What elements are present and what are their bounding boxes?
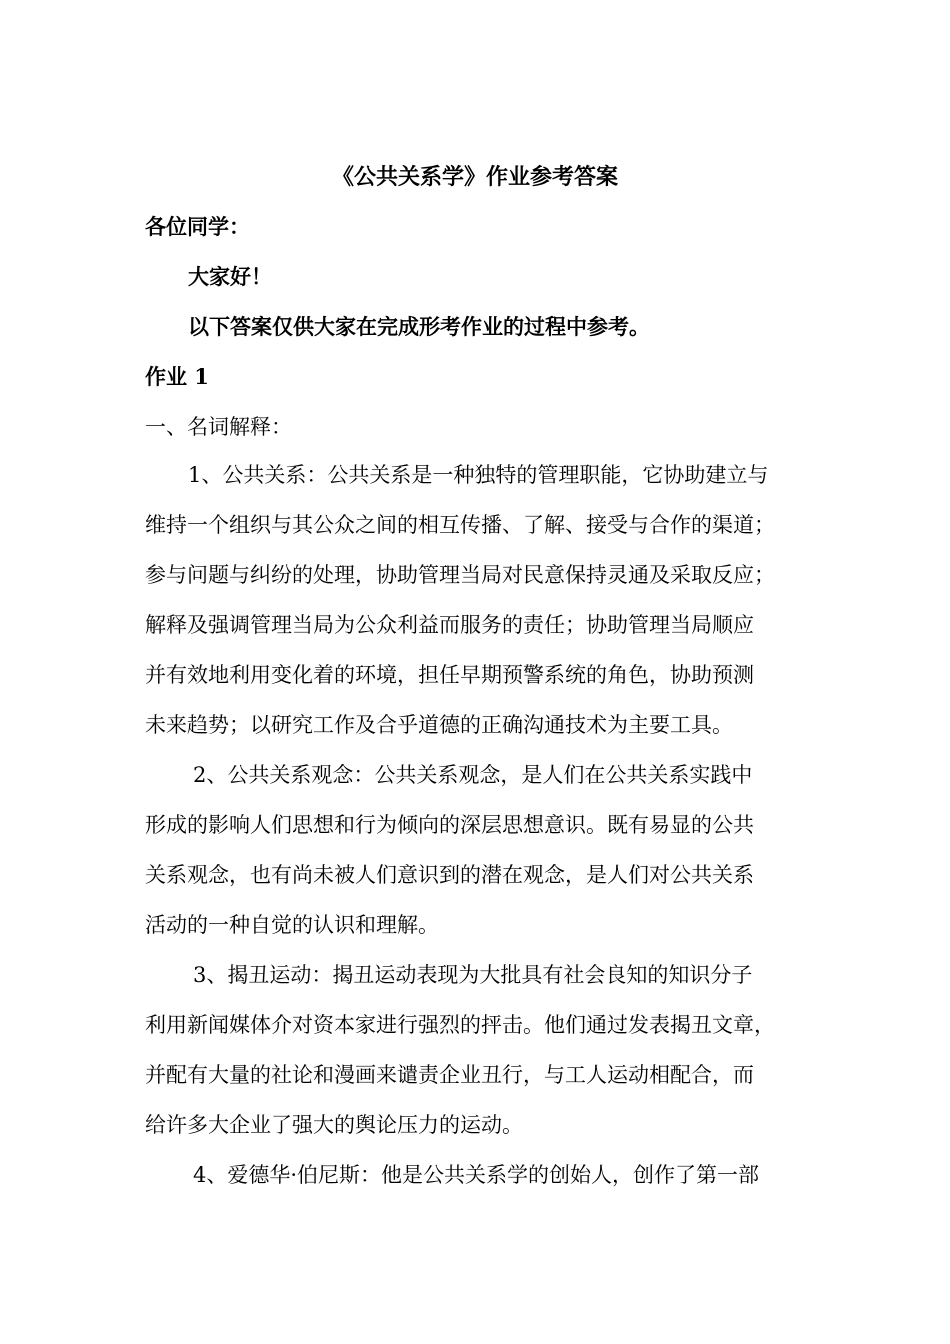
hello-line: 大家好！ [188,264,272,289]
intro-line: 以下答案仅供大家在完成形考作业的过程中参考。 [188,314,650,339]
term-2-line-4: 活动的一种自觉的认识和理解。 [145,913,439,937]
term-3-line-4: 给许多大企业了强大的舆论压力的运动。 [145,1113,523,1137]
term-1-line-4: 解释及强调管理当局为公众利益而服务的责任；协助管理当局顺应 [145,613,754,637]
term-3-line-3: 并配有大量的社论和漫画来谴责企业丑行，与工人运动相配合，而 [145,1063,754,1087]
term-1-line-3: 参与问题与纠纷的处理，协助管理当局对民意保持灵通及采取反应； [145,563,775,587]
term-3-line-1: 3、揭丑运动：揭丑运动表现为大批具有社会良知的知识分子 [193,963,753,987]
term-1-line-5: 并有效地利用变化着的环境，担任早期预警系统的角色，协助预测 [145,663,754,687]
document-title: 《公共关系学》作业参考答案 [331,164,618,190]
term-2-line-2: 形成的影响人们思想和行为倾向的深层思想意识。既有易显的公共 [145,813,754,837]
term-2-line-1: 2、公共关系观念：公共关系观念，是人们在公共关系实践中 [193,763,753,787]
term-4-line-1: 4、爱德华·伯尼斯：他是公共关系学的创始人，创作了第一部 [193,1163,760,1187]
term-1-line-1: 1、公共关系：公共关系是一种独特的管理职能，它协助建立与 [188,463,769,487]
term-3-line-2: 利用新闻媒体介对资本家进行强烈的抨击。他们通过发表揭丑文章， [145,1013,775,1037]
subsection-heading: 一、名词解释： [145,415,292,439]
greeting: 各位同学： [145,214,250,239]
term-2-line-3: 关系观念，也有尚未被人们意识到的潜在观念，是人们对公共关系 [145,863,754,887]
term-1-line-6: 未来趋势；以研究工作及合乎道德的正确沟通技术为主要工具。 [145,713,733,737]
term-1-line-2: 维持一个组织与其公众之间的相互传播、了解、接受与合作的渠道； [145,513,775,537]
section-heading: 作业 1 [145,364,209,389]
